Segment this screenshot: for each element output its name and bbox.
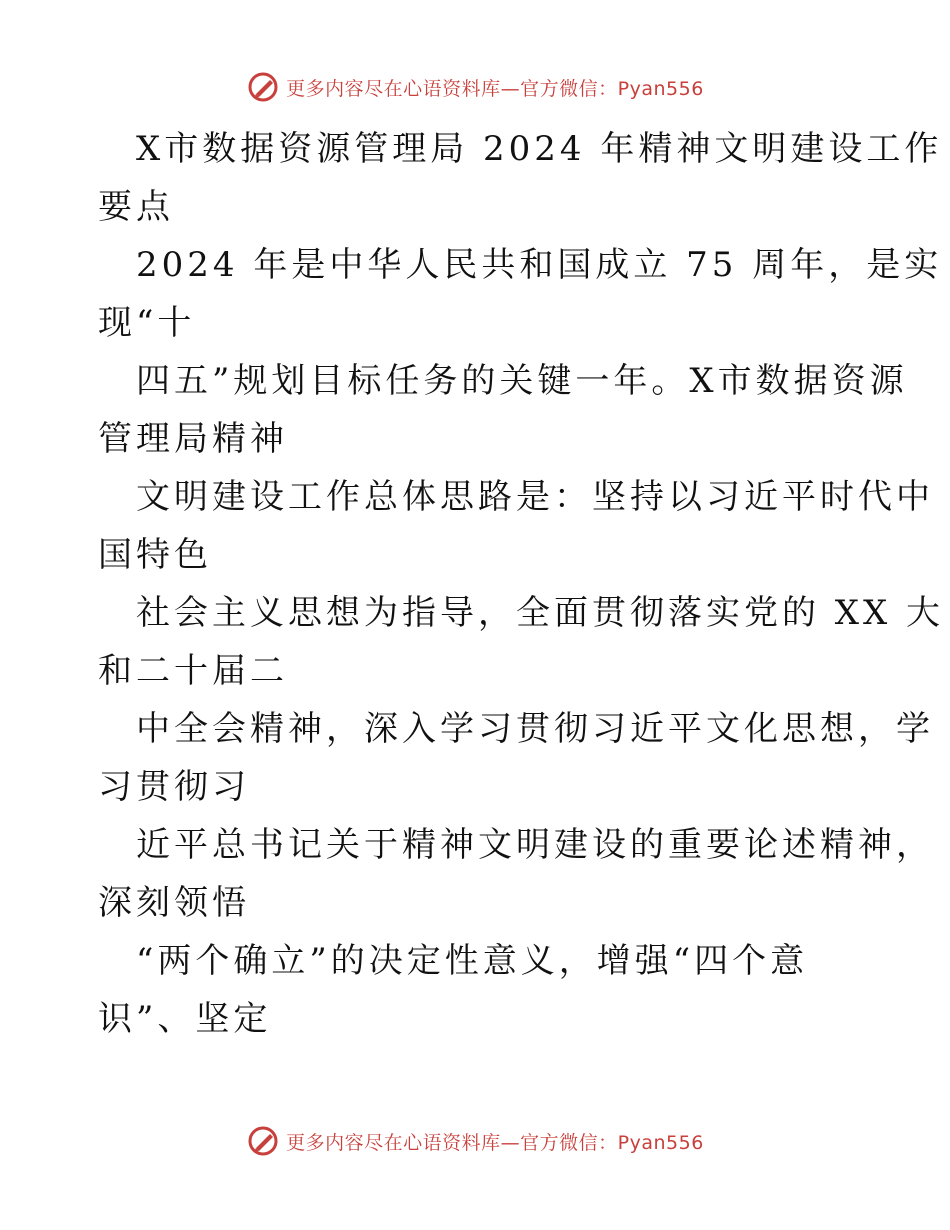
document-body — [98, 120, 945, 1048]
pen-logo-icon — [246, 70, 280, 104]
text-line: 现“十 — [98, 303, 196, 343]
text-line: 深刻领悟 — [98, 883, 250, 923]
header-watermark-text: 更多内容尽在心语资料库—官方微信：Pyan556 — [286, 77, 704, 100]
text-line: 四五”规划目标任务的关键一年。X市数据资源 — [136, 361, 908, 401]
text-line: “两个确立”的决定性意义，增强“四个意 — [136, 941, 809, 981]
text-line: X市数据资源管理局 2024 年精神文明建设工作 — [136, 129, 943, 169]
text-line: 和二十届二 — [98, 651, 288, 691]
text-line: 社会主义思想为指导，全面贯彻落实党的 XX 大 — [136, 593, 945, 633]
text-line: 识”、坚定 — [98, 999, 272, 1039]
text-line: 习贯彻习 — [98, 767, 250, 807]
text-line: 管理局精神 — [98, 419, 288, 459]
header-watermark — [0, 70, 950, 104]
text-line: 国特色 — [98, 535, 212, 575]
text-line: 文明建设工作总体思路是：坚持以习近平时代中 — [136, 477, 934, 517]
footer-watermark — [0, 1124, 950, 1158]
text-line: 近平总书记关于精神文明建设的重要论述精神， — [136, 825, 934, 865]
text-line: 中全会精神，深入学习贯彻习近平文化思想，学 — [136, 709, 934, 749]
footer-watermark-text: 更多内容尽在心语资料库—官方微信：Pyan556 — [286, 1131, 704, 1154]
text-line: 要点 — [98, 187, 174, 227]
pen-logo-icon — [246, 1124, 280, 1158]
text-line: 2024 年是中华人民共和国成立 75 周年，是实 — [136, 245, 943, 285]
